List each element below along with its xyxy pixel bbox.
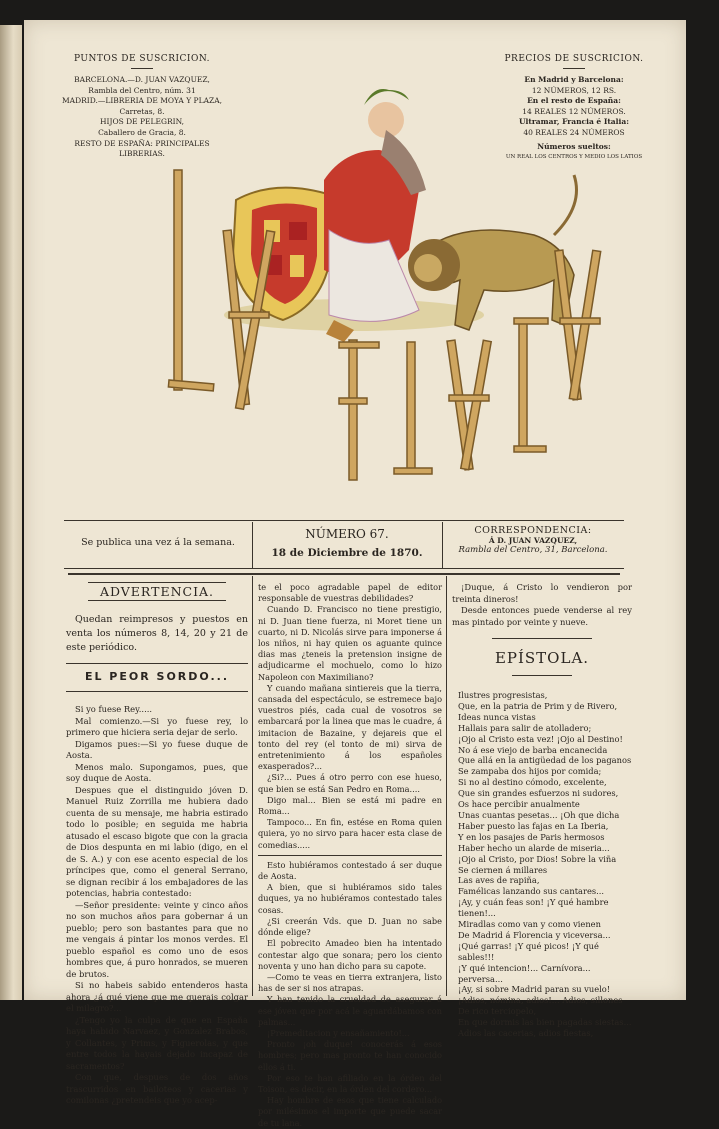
price-line: En Madrid y Barcelona:	[524, 75, 624, 84]
verse-line: ¡Ojo al Cristo esta vez! ¡Ojo al Destino!	[458, 733, 623, 744]
masthead-illustration	[124, 50, 624, 500]
price-line: 14 REALES 12 NÚMEROS.	[522, 106, 626, 116]
verse-line: Ilustres progresistas,	[458, 690, 548, 700]
article-paragraph: ¡Premeditacion y ensañamiento!...	[267, 1027, 410, 1038]
price-line: 12 NÚMEROS, 12 RS.	[531, 85, 617, 95]
subscription-points-line: Caballero de Gracia, 8.	[98, 127, 186, 137]
article-paragraph: Esto hubiéramos contestado á ser duque de Aosta.	[258, 859, 442, 882]
subscription-prices-heading: PRECIOS DE SUSCRICION.	[504, 54, 644, 64]
article-paragraph: El pobrecito Amadeo bien ha intentado contestar algo que sonara; pero los ciento noventa y uno han dicho para su capote.	[258, 938, 442, 971]
article-title: EL PEOR SORDO...	[84, 670, 230, 683]
column-2	[258, 582, 442, 1129]
article-paragraph: A bien, que si hubiéramos sido tales duques, ya no hubiéramos contestado tales cosas.	[258, 882, 442, 915]
separator-rule	[66, 691, 248, 692]
article-paragraph: —Señor presidente: veinte y cinco años no son muchos años para gobernar á un pueblo; pero son bastantes para que no me vengais á pintar los monos verdes. El pueblo español es como uno de esos hombres que, á puro honrados, se mueren de brutos.	[66, 899, 248, 979]
article-paragraph: Cuando D. Francisco no tiene prestigio, ni D. Juan tiene fuerza, ni Moret tiene un cuarto, ni D. Nicolás sirve para imponerse á los niños, ni hay quien os aguante quince dias mas ¿teneis la pretension insigne de adjudicarme el mochuelo, como lo hizo Napoleon con Maximiliano?	[258, 604, 442, 682]
verse-line: De Madrid á Florencia y viceversa...	[458, 929, 611, 940]
subscription-points-heading: PUNTOS DE SUSCRICION.	[73, 54, 211, 64]
column-1	[66, 582, 248, 1107]
verse-line: Haber hecho un alarde de miseria...	[458, 842, 610, 853]
article-paragraph: Y han tenido la crueldad de asegurar á ese jóven que por acá le aguardábamos con palmas...	[258, 994, 442, 1027]
newspaper-page	[24, 20, 686, 1128]
subscription-points-line: LIBRERIAS.	[119, 149, 165, 159]
verse-line: ¡Ojo al Cristo, por Dios! Sobre la viña	[458, 853, 617, 864]
article-paragraph: Digo mal... Bien se está mi padre en Roma...	[258, 794, 442, 817]
verse-line: Que allá en la antigüedad de los paganos	[458, 755, 632, 766]
verse-line: ¡Qué garras! ¡Y qué picos! ¡Y qué sables!!!	[458, 940, 599, 962]
separator-rule	[258, 855, 442, 856]
verse-line: Se zampaba dos hijos por comida;	[458, 766, 602, 777]
verse-line: Que sin grandes esfuerzos ni sudores,	[458, 788, 619, 799]
separator-rule	[492, 638, 592, 639]
verse-line: Os hace percibir anualmente	[458, 799, 580, 810]
article-paragraph: Por eso te han afiliado en la órden del Toison, es decir, en la órden del cordero...	[258, 1072, 442, 1094]
article-paragraph: Mal comienzo.—Si yo fuese rey, lo primero que hiciera seria dejar de serlo.	[66, 715, 248, 737]
left-page-edge	[0, 25, 22, 1000]
verse-line: Si no al destino cómodo, excelente,	[458, 777, 607, 788]
verse-line: Famélicas lanzando sus cantares...	[458, 886, 605, 897]
article-closing	[452, 582, 632, 628]
verse-line: ¡Ay, y cuán feas son! ¡Y qué hambre tienen!...	[458, 897, 609, 919]
article-paragraph: te el poco agradable papel de editor responsable de vuestras debilidades?	[258, 582, 442, 604]
price-line: Números sueltos:	[537, 141, 611, 151]
publication-frequency: Se publica una vez á la semana.	[81, 537, 235, 548]
correspondence-name: Á D. JUAN VAZQUEZ,	[488, 536, 578, 545]
article-paragraph: —Como te veas en tierra extranjera, listo has de ser si nos atrapas.	[258, 971, 442, 994]
poem-title: EPÍSTOLA.	[494, 649, 590, 667]
article-paragraph: ¿Tengo yo la culpa de que en España haya habido Narvaez, y Gonzalez Brabos, y Collantes, y Prims, y Figuerolas, y que entre todos la hayais dejado incapaz de sacramentos?	[66, 1014, 248, 1071]
article-paragraph: Si no habeis sabido entenderos hasta ahora ¿á qué viene que me querais colgar el milagro?...	[66, 980, 248, 1013]
price-line: 40 REALES 24 NÚMEROS	[523, 127, 625, 137]
verse-line: Miradlas como van y como vienen	[458, 919, 601, 930]
poem-verses	[452, 690, 632, 1039]
article-paragraph: ¿Si creerán Vds. que D. Juan no sabe dónde elige?	[258, 915, 442, 938]
subscription-points-line: MADRID.—LIBRERIA DE MOYA Y PLAZA,	[62, 96, 222, 106]
article-body-continued	[258, 582, 442, 1129]
article-paragraph: Despues que el distinguido jóven D. Manuel Ruiz Zorrilla me hubiera dado cuenta de su mensaje, me habria estirado todo lo posible; en seguida me habria atusado el escaso bigote que con la gracia de Dios despunta en mi labio (digo, en el de S. A.) y con ese acento especial de los príncipes que, como el general Serrano, se dignan recibir á los embajadores de las potencias, habria contestado:	[66, 784, 248, 898]
separator-rule	[66, 663, 248, 664]
verse-line: Haber puesto las fajas en La Iberia,	[458, 820, 609, 831]
verse-line: ¡Ay, si sobre Madrid paran su vuelo!	[458, 984, 611, 995]
verse-line: No á ese viejo de barba encanecida	[458, 744, 608, 755]
subscription-points-line: RESTO DE ESPAÑA: PRINCIPALES	[74, 138, 210, 148]
advert-text	[66, 613, 248, 655]
article-paragraph: Menos malo. Supongamos, pues, que soy duque de Aosta.	[66, 761, 248, 783]
separator-rule	[512, 675, 572, 676]
hispania-figure	[324, 89, 426, 342]
verse-line: Que, en la patria de Prim y de Rivero,	[458, 700, 618, 711]
verse-line: ¡Adios, nómina, adios!... Adios, sillones	[458, 995, 623, 1006]
article-paragraph: Tampoco... En fin, estése en Roma quien quiera, yo no sirvo para hacer esta clase de comedias.....	[258, 817, 442, 850]
subscription-points-line: HIJOS DE PELEGRIN,	[99, 117, 185, 127]
closing-paragraph: ¡Duque, á Cristo lo vendieron por treinta dineros!	[452, 582, 632, 604]
columns-top-rule	[68, 573, 620, 575]
article-paragraph: Digamos pues:—Si yo fuese duque de Aosta.	[66, 738, 248, 760]
article-paragraph: Y cuando mañana sintiereis que la tierra, cansada del espectáculo, se estremece bajo vuestros piés, cada cual de vosotros se embarcará por la linea que mas le cuadre, á imitacion de Bazaine, y dejareis que el tonto del rey (el tonto de mi) sirva de entretenimiento á los españoles exasperados?...	[258, 682, 442, 772]
advert-paragraph: Quedan reimpresos y puestos en venta los números 8, 14, 20 y 21 de este periódico.	[66, 614, 248, 653]
closing-paragraph: Desde entonces puede venderse al rey mas pintado por veinte y nueve.	[452, 605, 632, 627]
advert-title: ADVERTENCIA.	[88, 582, 226, 601]
article-paragraph: Pronto ¡oh duque! conocerás á esos hombres; pero mas pronto te han conocido ellos á ti.	[258, 1039, 442, 1072]
column-divider	[446, 576, 447, 996]
price-line: Ultramar, Francia é Italia:	[519, 117, 629, 127]
correspondence-title: CORRESPONDENCIA:	[474, 525, 592, 536]
column-divider	[252, 576, 253, 996]
verse-line: Las aves de rapiña,	[458, 875, 540, 886]
subscription-points-line: Carretas, 8.	[119, 106, 165, 116]
verse-line: Y en los pasajes de Paris hermosos	[458, 831, 605, 842]
price-line: En el resto de España:	[527, 96, 621, 106]
verse-line: Se ciernen á millares	[458, 864, 548, 875]
infobar-bottom-rule	[64, 568, 624, 569]
masthead-title: LA FLACA	[350, 488, 398, 498]
verse-line: ¡Y qué intencion!... Carnívora... perversa...	[458, 962, 591, 984]
issue-number: NÚMERO 67.	[305, 527, 389, 541]
article-body	[66, 704, 248, 1107]
article-paragraph: ¿Si?... Pues á otro perro con ese hueso, que bien se está San Pedro en Roma....	[258, 772, 442, 794]
article-paragraph: Hay hombre de esos que tiene calculado por milésimos el importe que puede sacar de tu lana.	[258, 1095, 442, 1128]
verse-line: Hallais para salir de atolladero;	[458, 722, 592, 733]
article-paragraph: Si yo fuese Rey.....	[75, 704, 153, 714]
verse-line: Unas cuantas pesetas... ¡Oh que dicha	[458, 809, 620, 820]
verse-line: En que dormis las bien pagadas siestas...	[458, 1017, 632, 1028]
correspondence-address: Rambla del Centro, 31, Barcelona.	[458, 545, 608, 555]
column-3	[452, 582, 632, 1039]
verse-line: De rico terciopelo,	[458, 1006, 537, 1017]
price-line: UN REAL LOS CENTROS Y MEDIO LOS LATIOS	[505, 154, 643, 161]
verse-line: Ideas nunca vistas	[458, 711, 536, 722]
verse-line: Adios las cacerias, adios fiestas,	[458, 1028, 594, 1039]
issue-date: 18 de Diciembre de 1870.	[271, 547, 423, 559]
subscription-points-line: Rambla del Centro, núm. 31	[88, 85, 196, 95]
infobar-top-rule	[64, 520, 624, 521]
subscription-points-line: BARCELONA.—D. JUAN VAZQUEZ,	[74, 75, 210, 84]
article-paragraph: Con que, despues de dos años trascurridos en bailoteos y cacerias y comilonas ¿pretendeis que yo acep-	[66, 1072, 248, 1105]
correspondence-box	[442, 525, 624, 555]
